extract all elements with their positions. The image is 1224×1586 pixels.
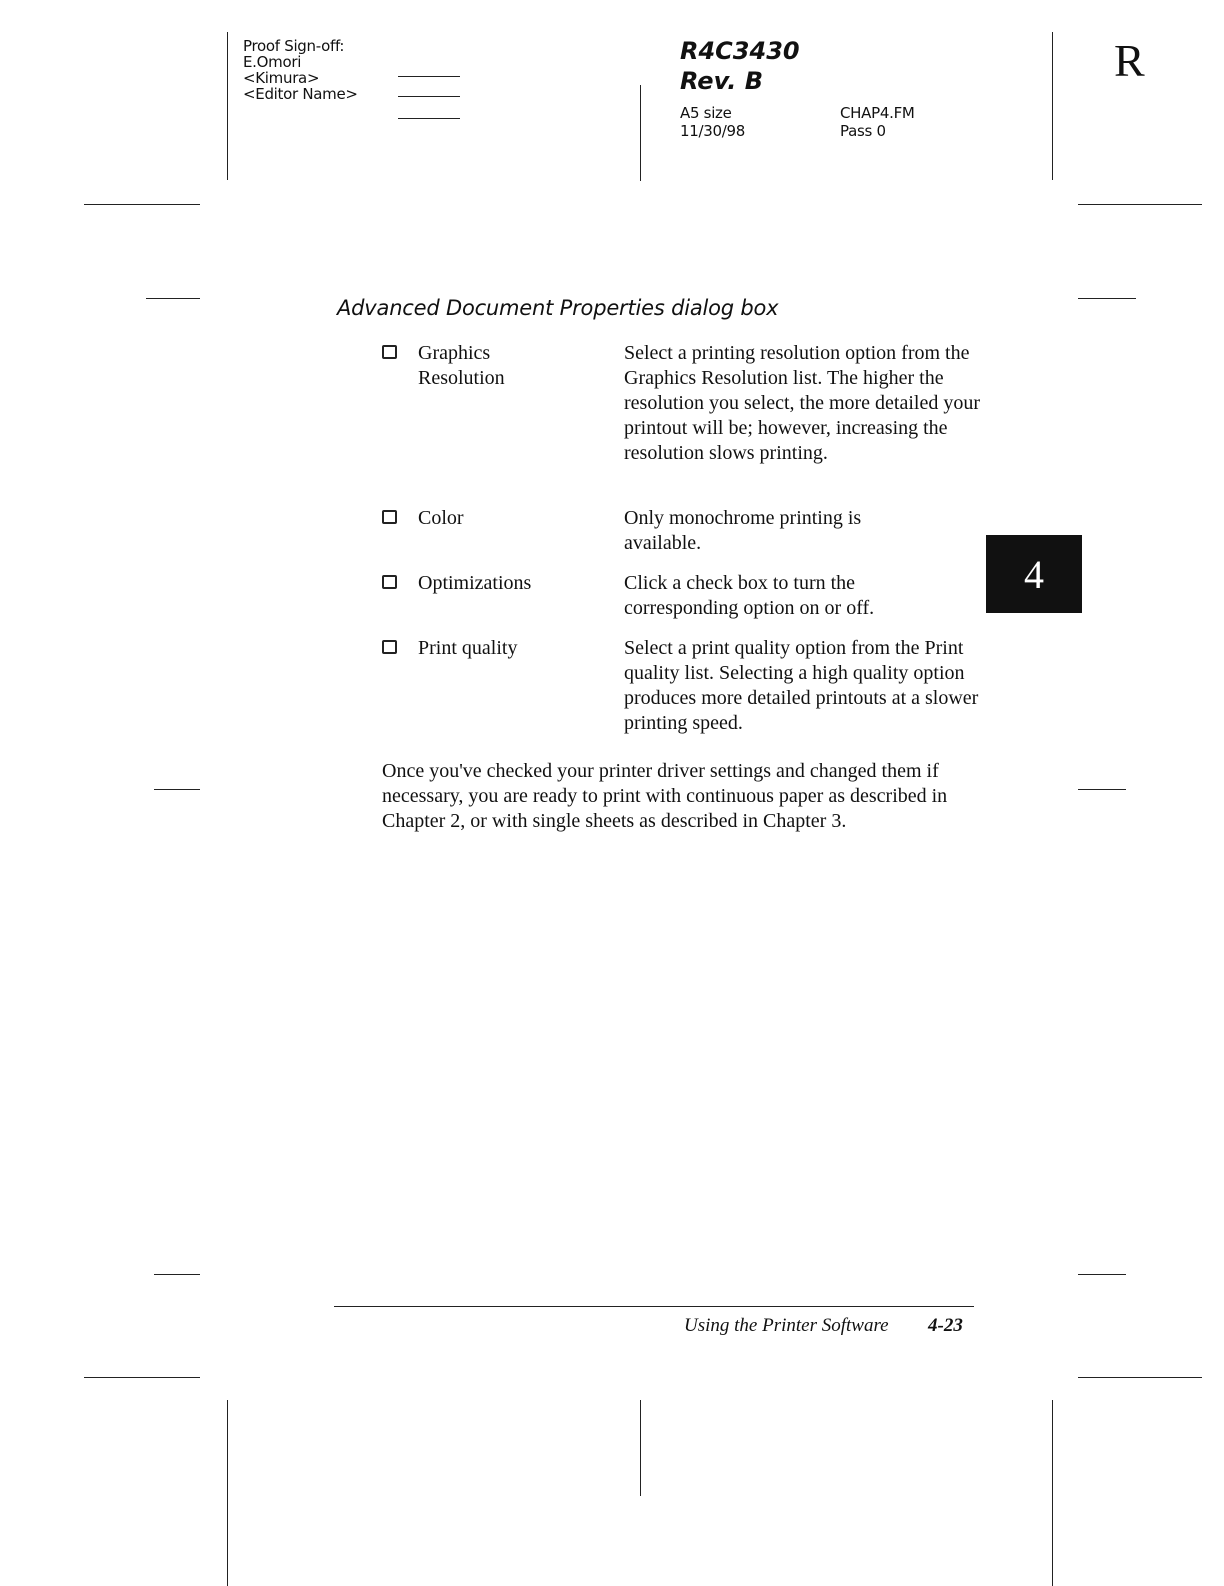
signer-name: <Kimura>	[243, 69, 320, 87]
crop-mark-right-4	[1078, 1274, 1126, 1275]
crop-mark-top-left	[227, 32, 228, 180]
chapter-tab: 4	[986, 535, 1082, 613]
option-label: Optimizations	[418, 572, 532, 594]
crop-mark-left-2	[146, 298, 200, 299]
crop-mark-right-1	[1078, 204, 1202, 205]
option-description: Click a check box to turn the corresponding option on or off.	[624, 572, 875, 619]
option-description: Select a printing resolution option from the Graphics Resolution list. The higher the resolution you select, the more detailed your printout will be; however, increasing the resolution slows printing.	[624, 342, 981, 464]
footer-chapter-title: Using the Printer Software	[684, 1315, 889, 1336]
body-paragraph: Once you've checked your printer driver settings and changed them if necessary, you are ready to print with continuous paper as described in Chapter 2, or with single sheets as described in Chapter 3.	[382, 760, 948, 832]
crop-mark-top-center	[640, 85, 641, 181]
option-description: Only monochrome printing is available.	[624, 507, 862, 554]
proof-signoff-label: Proof Sign-off:	[243, 37, 345, 55]
crop-mark-left-1	[84, 204, 200, 205]
option-description: Select a print quality option from the Print quality list. Selecting a high quality option produces more detailed printouts at a slower printing speed.	[624, 637, 979, 734]
signer-name: E.Omori	[243, 53, 302, 71]
doc-date: 11/30/98	[680, 122, 745, 140]
crop-mark-bottom-center	[640, 1400, 641, 1496]
signature-line	[398, 76, 460, 77]
crop-mark-left-3	[154, 789, 200, 790]
section-title: Advanced Document Properties dialog box	[337, 296, 779, 320]
doc-filename: CHAP4.FM	[840, 104, 915, 122]
crop-mark-right-3	[1078, 789, 1126, 790]
doc-code: R4C3430	[680, 37, 800, 65]
signer-name: <Editor Name>	[243, 85, 358, 103]
option-label: Print quality	[418, 637, 518, 659]
crop-mark-left-5	[84, 1377, 200, 1378]
crop-mark-top-right	[1052, 32, 1053, 180]
revision: Rev. B	[680, 67, 764, 95]
signature-line	[398, 118, 460, 119]
doc-pass: Pass 0	[840, 122, 886, 140]
footer-page-number: 4-23	[928, 1315, 963, 1336]
footer-rule	[334, 1306, 974, 1307]
option-label: Color	[418, 507, 464, 529]
checkbox-bullet-icon	[382, 575, 397, 589]
checkbox-bullet-icon	[382, 510, 397, 524]
checkbox-bullet-icon	[382, 345, 397, 359]
crop-mark-left-4	[154, 1274, 200, 1275]
checkbox-bullet-icon	[382, 640, 397, 654]
corner-mark: R	[1114, 35, 1145, 86]
proof-signoff-block	[243, 38, 358, 102]
crop-mark-bottom-left	[227, 1400, 228, 1586]
doc-size: A5 size	[680, 104, 732, 122]
crop-mark-right-2	[1078, 298, 1136, 299]
signature-line	[398, 96, 460, 97]
crop-mark-bottom-right	[1052, 1400, 1053, 1586]
crop-mark-right-5	[1078, 1377, 1202, 1378]
option-label: Graphics Resolution	[418, 342, 505, 389]
